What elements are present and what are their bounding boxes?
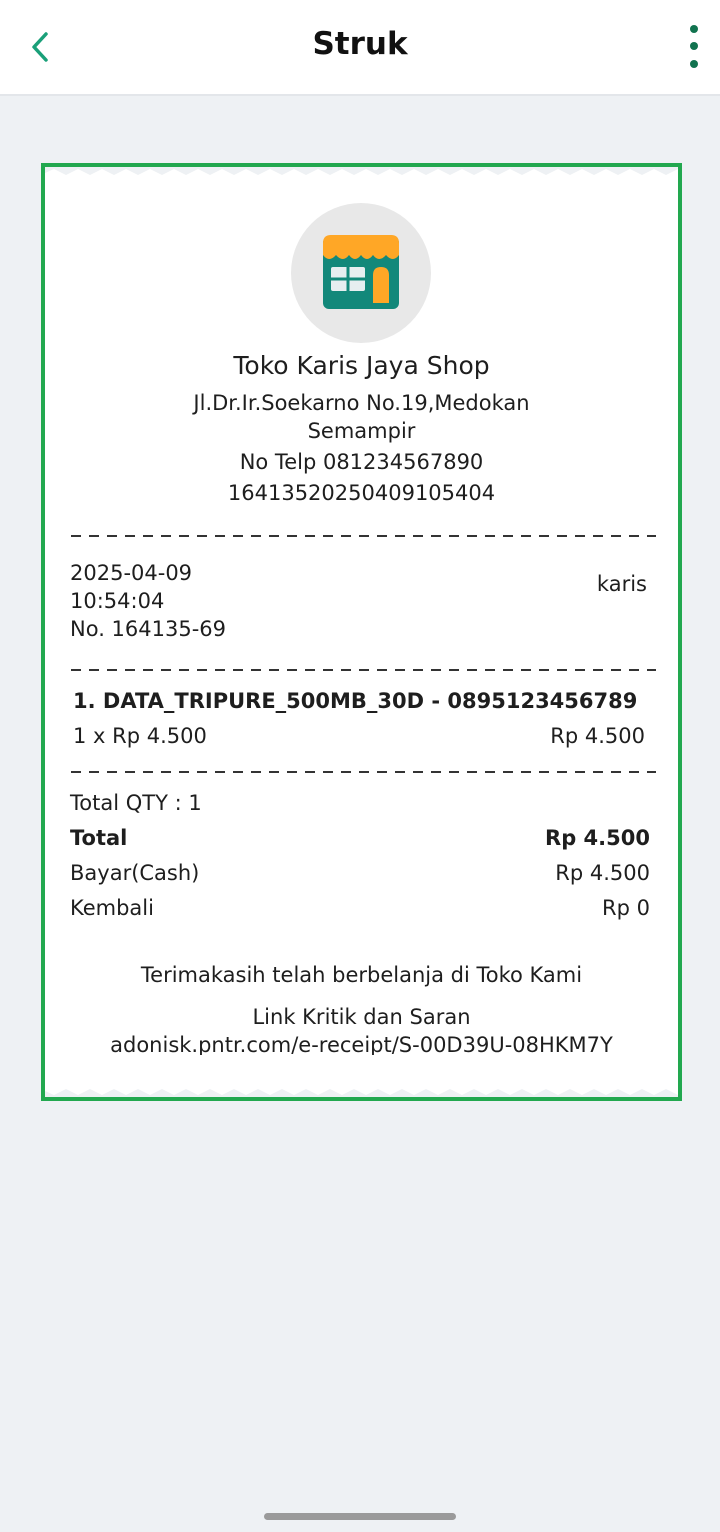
shop-name: Toko Karis Jaya Shop [233, 351, 490, 380]
receipt-zigzag-edge-top [45, 167, 678, 177]
more-options-button[interactable] [674, 22, 714, 74]
shop-address-line2: Semampir [307, 419, 416, 443]
payment-label: Bayar(Cash) [70, 861, 200, 885]
receipt-zigzag-edge-bottom [45, 1087, 678, 1097]
more-vertical-icon [674, 22, 714, 74]
item-name: 1. DATA_TRIPURE_500MB_30D - 0895123456789 [73, 689, 638, 713]
thank-you-message: Terimakasih telah berbelanja di Toko Kami [140, 963, 583, 987]
item-subtotal: Rp 4.500 [550, 724, 645, 748]
divider [71, 535, 656, 537]
receipt-date: 2025-04-09 [70, 561, 193, 585]
change-label: Kembali [70, 896, 154, 920]
receipt-card [41, 163, 682, 1101]
store-icon [321, 231, 401, 311]
total-value: Rp 4.500 [545, 826, 650, 850]
shop-phone: No Telp 081234567890 [239, 450, 484, 474]
change-value: Rp 0 [602, 896, 650, 920]
feedback-link[interactable]: adonisk.pntr.com/e-receipt/S-00D39U-08HKM7Y [110, 1033, 613, 1055]
divider [71, 771, 656, 773]
home-indicator[interactable] [264, 1513, 456, 1520]
store-logo [291, 203, 431, 343]
item-qty-price: 1 x Rp 4.500 [73, 724, 207, 748]
shop-address-line1: Jl.Dr.Ir.Soekarno No.19,Medokan [193, 391, 530, 415]
payment-value: Rp 4.500 [555, 861, 650, 885]
transaction-id: 16413520250409105404 [227, 481, 496, 505]
total-qty: Total QTY : 1 [70, 791, 202, 815]
receipt-number: No. 164135-69 [70, 617, 227, 641]
feedback-link-label: Link Kritik dan Saran [252, 1005, 471, 1029]
receipt-time: 10:54:04 [70, 589, 165, 613]
divider [71, 669, 656, 671]
page-title: Struk [312, 26, 408, 62]
app-bar [0, 0, 720, 96]
total-label: Total [70, 826, 128, 850]
cashier-name: karis [596, 572, 647, 596]
